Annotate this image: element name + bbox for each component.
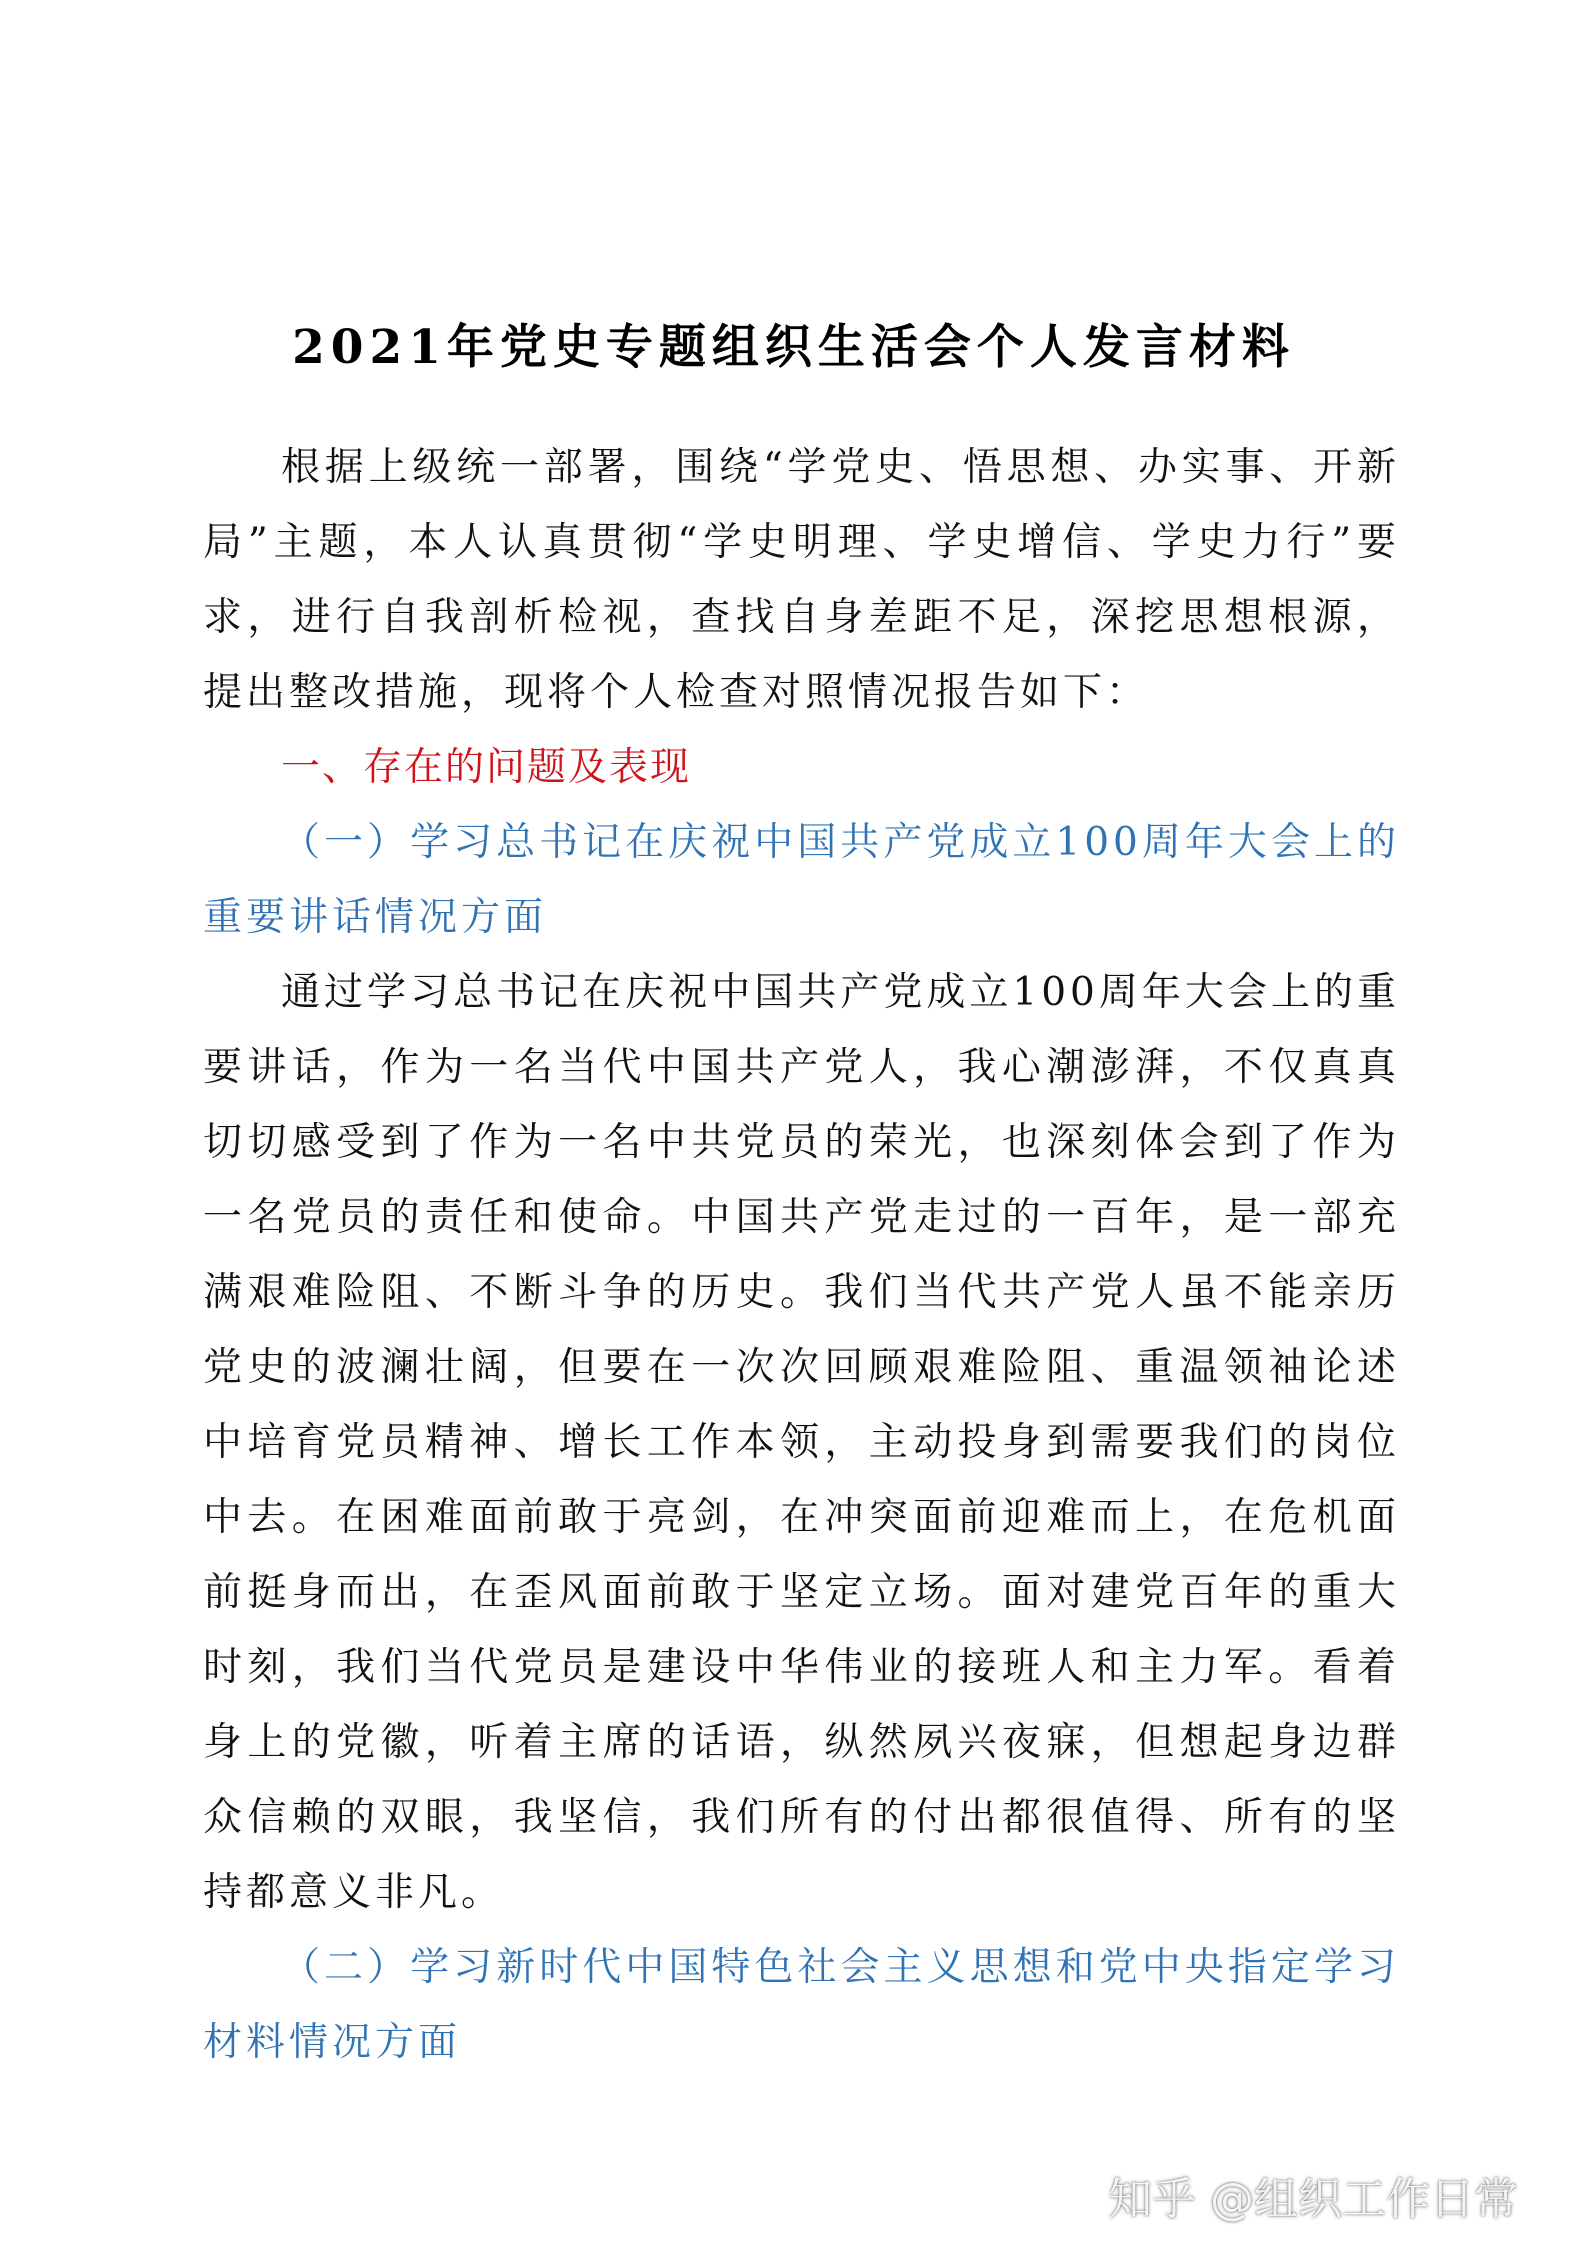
intro-paragraph: 根据上级统一部署，围绕“学党史、悟思想、办实事、开新局”主题，本人认真贯彻“学史明理、学史增信、学史力行”要求，进行自我剖析检视，查找自身差距不足，深挖思想根源，提出整改措施，现将个人检查对照情况报告如下： [203,445,1400,715]
section-heading-problems: 一、存在的问题及表现 [281,745,692,790]
document-title: 2021年党史专题组织生活会个人发言材料 [292,320,1295,375]
zhihu-watermark: 知乎 @组织工作日常 [1108,2174,1518,2225]
subsection-heading-1: （一）学习总书记在庆祝中国共产党成立100周年大会上的重要讲话情况方面 [203,820,1400,940]
subsection-1-paragraph: 通过学习总书记在庆祝中国共产党成立100周年大会上的重要讲话，作为一名当代中国共产党人，我心潮澎湃，不仅真真切切感受到了作为一名中共党员的荣光，也深刻体会到了作为一名党员的责任和使命。中国共产党走过的一百年，是一部充满艰难险阻、不断斗争的历史。我们当代共产党人虽不能亲历党史的波澜壮阔，但要在一次次回顾艰难险阻、重温领袖论述中培育党员精神、增长工作本领，主动投身到需要我们的岗位中去。在困难面前敢于亮剑，在冲突面前迎难而上，在危机面前挺身而出，在歪风面前敢于坚定立场。面对建党百年的重大时刻，我们当代党员是建设中华伟业的接班人和主力军。看着身上的党徽，听着主席的话语，纵然夙兴夜寐，但想起身边群众信赖的双眼，我坚信，我们所有的付出都很值得、所有的坚持都意义非凡。 [203,970,1400,1915]
subsection-heading-2: （二）学习新时代中国特色社会主义思想和党中央指定学习材料情况方面 [203,1945,1400,2065]
document-body [203,430,1400,2080]
